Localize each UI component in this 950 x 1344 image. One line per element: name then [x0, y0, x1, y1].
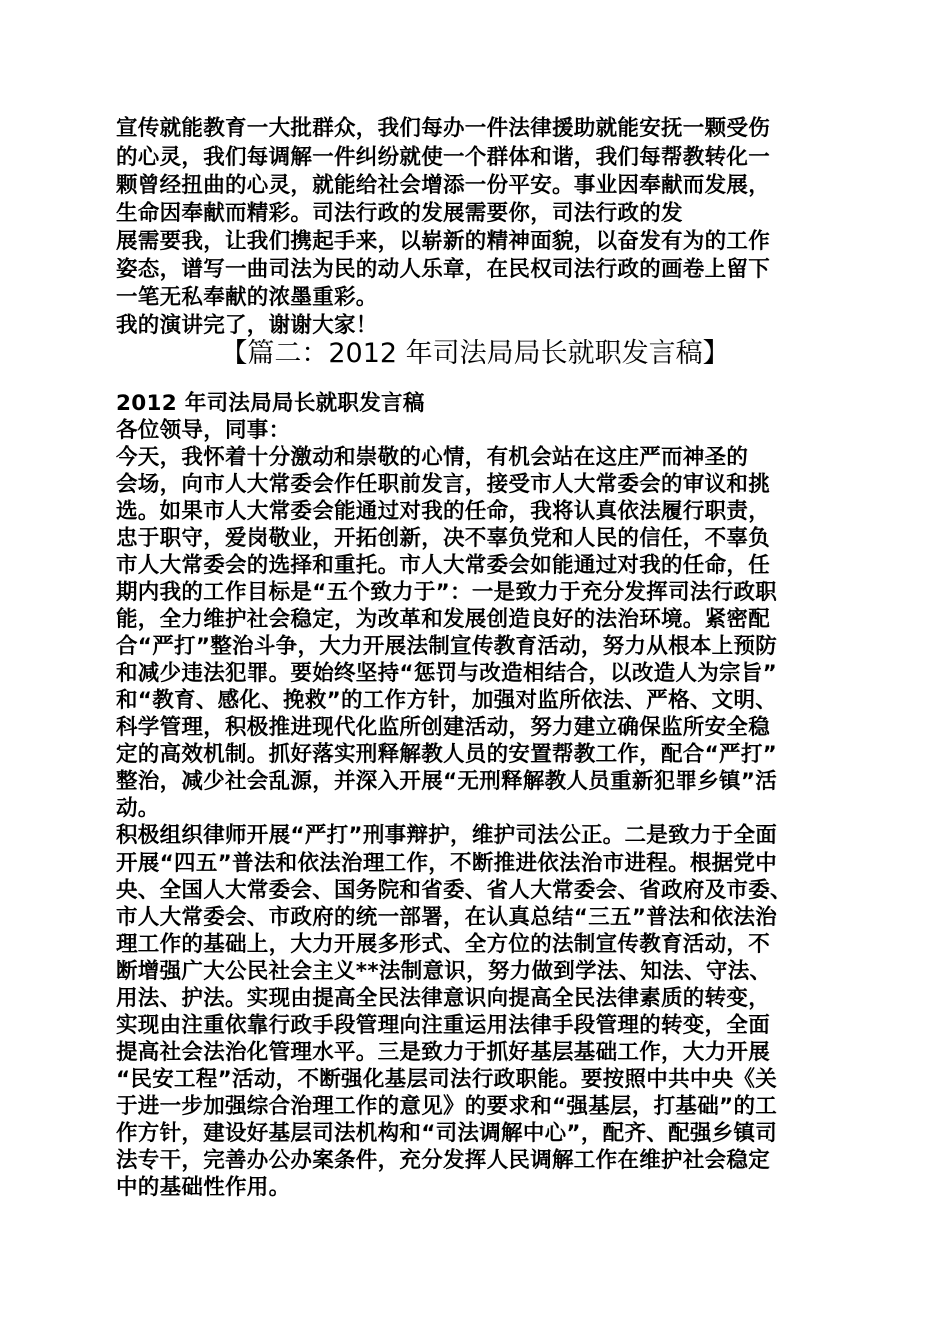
text-line: 期内我的工作目标是“五个致力于”：一是致力于充分发挥司法行政职 [116, 580, 778, 605]
text-line: 动。 [116, 796, 160, 821]
text-line: 开展“四五”普法和依法治理工作，不断推进依法治市进程。根据党中 [116, 851, 778, 876]
text-line: 会场，向市人大常委会作任职前发言，接受市人大常委会的审议和挑 [116, 472, 771, 497]
text-line: 实现由注重依靠行政手段管理向注重运用法律手段管理的转变，全面 [116, 1013, 771, 1038]
text-line: 中的基础性作用。 [116, 1175, 291, 1200]
text-line: 颗曾经扭曲的心灵，就能给社会增添一份平安。事业因奉献而发展， [116, 173, 771, 198]
text-line: 理工作的基础上，大力开展多形式、全方位的法制宣传教育活动，不 [116, 932, 771, 957]
text-line: 的心灵，我们每调解一件纠纷就使一个群体和谐，我们每帮教转化一 [116, 145, 771, 170]
text-line: 生命因奉献而精彩。司法行政的发展需要你，司法行政的发 [116, 201, 683, 226]
text-line: 忠于职守，爱岗敬业，开拓创新，决不辜负党和人民的信任，不辜负 [116, 526, 771, 551]
closing-line: 我的演讲完了，谢谢大家！ [116, 313, 378, 338]
text-line: 一笔无私奉献的浓墨重彩。 [116, 285, 378, 310]
text-line: 和减少违法犯罪。要始终坚持“惩罚与改造相结合，以改造人为宗旨” [116, 661, 778, 686]
text-line: 和“教育、感化、挽救”的工作方针，加强对监所依法、严格、文明、 [116, 688, 778, 713]
text-line: 科学管理，积极推进现代化监所创建活动，努力建立确保监所安全稳 [116, 715, 771, 740]
text-line: 定的高效机制。抓好落实刑释解教人员的安置帮教工作，配合“严打” [116, 742, 778, 767]
text-line: 用法、护法。实现由提高全民法律意识向提高全民法律素质的转变， [116, 986, 771, 1011]
text-line: 作方针，建设好基层司法机构和“司法调解中心”，配齐、配强乡镇司 [116, 1121, 778, 1146]
text-line: 整治，减少社会乱源，并深入开展“无刑释解教人员重新犯罪乡镇”活 [116, 769, 778, 794]
text-line: 市人大常委会、市政府的统一部署，在认真总结“三五”普法和依法治 [116, 905, 778, 930]
text-line: 积极组织律师开展“严打”刑事辩护，维护司法公正。二是致力于全面 [116, 823, 778, 848]
speech-title: 2012 年司法局局长就职发言稿 [116, 391, 425, 416]
text-line: 能，全力维护社会稳定，为改革和发展创造良好的法治环境。紧密配 [116, 607, 771, 632]
text-line: 市人大常委会的选择和重托。市人大常委会如能通过对我的任命，任 [116, 553, 771, 578]
text-line: 断增强广大公民社会主义**法制意识，努力做到学法、知法、守法、 [116, 959, 772, 984]
text-line: 宣传就能教育一大批群众，我们每办一件法律援助就能安抚一颗受伤 [116, 116, 771, 141]
text-line: 姿态，谱写一曲司法为民的动人乐章，在民权司法行政的画卷上留下 [116, 257, 771, 282]
text-line: 选。如果市人大常委会能通过对我的任命，我将认真依法履行职责， [116, 499, 771, 524]
text-line: 合“严打”整治斗争，大力开展法制宣传教育活动，努力从根本上预防 [116, 634, 778, 659]
text-line: 法专干，完善办公办案条件，充分发挥人民调解工作在维护社会稳定 [116, 1148, 771, 1173]
text-line: 展需要我，让我们携起手来，以崭新的精神面貌，以奋发有为的工作 [116, 229, 771, 254]
section-heading: 【篇二：2012 年司法局局长就职发言稿】 [220, 338, 730, 369]
text-line: 于进一步加强综合治理工作的意见》的要求和“强基层，打基础”的工 [116, 1094, 778, 1119]
text-line: 提高社会法治化管理水平。三是致力于抓好基层基础工作，大力开展 [116, 1040, 771, 1065]
text-line: 今天，我怀着十分激动和崇敬的心情，有机会站在这庄严而神圣的 [116, 445, 749, 470]
text-line: 央、全国人大常委会、国务院和省委、省人大常委会、省政府及市委、 [116, 878, 792, 903]
salutation: 各位领导，同事： [116, 418, 291, 443]
text-line: “民安工程”活动，不断强化基层司法行政职能。要按照中共中央《关 [116, 1067, 778, 1092]
